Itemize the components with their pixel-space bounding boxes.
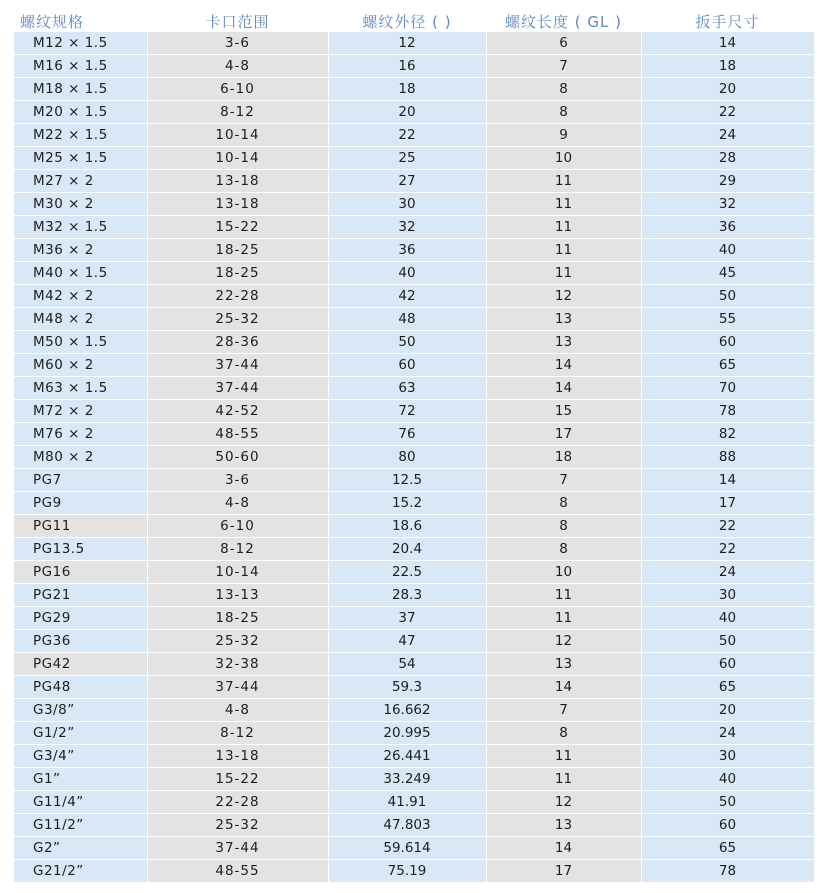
thread-spec-cell: M36 × 2: [14, 239, 147, 262]
thread-spec-cell: PG13.5: [14, 538, 147, 561]
clamp-range-cell: 18-25: [147, 239, 328, 262]
clamp-range-cell: 15-22: [147, 216, 328, 239]
thread-length-cell: 14: [486, 676, 641, 699]
clamp-range-cell: 8-12: [147, 722, 328, 745]
thread-spec-cell: PG16: [14, 561, 147, 584]
thread-length-cell: 8: [486, 538, 641, 561]
table-row: [14, 124, 814, 147]
outer-diameter-cell: 20: [328, 101, 486, 124]
thread-spec-cell: G2”: [14, 837, 147, 860]
thread-spec-table: [14, 10, 815, 883]
table-header: [14, 10, 814, 32]
header-row: [14, 10, 814, 32]
thread-spec-cell: M22 × 1.5: [14, 124, 147, 147]
table-row: [14, 814, 814, 837]
table-row: [14, 32, 814, 55]
thread-spec-cell: PG9: [14, 492, 147, 515]
wrench-size-cell: 20: [641, 699, 814, 722]
thread-length-cell: 12: [486, 791, 641, 814]
thread-spec-cell: G11/2”: [14, 814, 147, 837]
outer-diameter-cell: 30: [328, 193, 486, 216]
thread-spec-cell: M80 × 2: [14, 446, 147, 469]
wrench-size-cell: 22: [641, 538, 814, 561]
clamp-range-cell: 18-25: [147, 607, 328, 630]
clamp-range-cell: 8-12: [147, 538, 328, 561]
wrench-size-cell: 36: [641, 216, 814, 239]
thread-spec-cell: M32 × 1.5: [14, 216, 147, 239]
thread-spec-cell: M63 × 1.5: [14, 377, 147, 400]
wrench-size-cell: 17: [641, 492, 814, 515]
outer-diameter-cell: 28.3: [328, 584, 486, 607]
table-row: [14, 561, 814, 584]
clamp-range-cell: 37-44: [147, 676, 328, 699]
clamp-range-cell: 22-28: [147, 285, 328, 308]
thread-spec-cell: M42 × 2: [14, 285, 147, 308]
thread-spec-cell: G21/2”: [14, 860, 147, 883]
outer-diameter-cell: 50: [328, 331, 486, 354]
outer-diameter-cell: 22: [328, 124, 486, 147]
outer-diameter-cell: 48: [328, 308, 486, 331]
wrench-size-cell: 32: [641, 193, 814, 216]
header-clamp-range: 卡口范围: [147, 10, 328, 32]
wrench-size-cell: 60: [641, 653, 814, 676]
table-row: [14, 170, 814, 193]
table-row: [14, 331, 814, 354]
outer-diameter-cell: 76: [328, 423, 486, 446]
clamp-range-cell: 42-52: [147, 400, 328, 423]
thread-length-cell: 11: [486, 768, 641, 791]
clamp-range-cell: 13-18: [147, 193, 328, 216]
table-row: [14, 308, 814, 331]
table-row: [14, 216, 814, 239]
outer-diameter-cell: 54: [328, 653, 486, 676]
clamp-range-cell: 10-14: [147, 124, 328, 147]
outer-diameter-cell: 12: [328, 32, 486, 55]
clamp-range-cell: 48-55: [147, 423, 328, 446]
clamp-range-cell: 48-55: [147, 860, 328, 883]
outer-diameter-cell: 27: [328, 170, 486, 193]
table-row: [14, 377, 814, 400]
clamp-range-cell: 10-14: [147, 561, 328, 584]
table-row: [14, 285, 814, 308]
thread-length-cell: 13: [486, 308, 641, 331]
table-row: [14, 630, 814, 653]
thread-spec-cell: G11/4”: [14, 791, 147, 814]
clamp-range-cell: 25-32: [147, 308, 328, 331]
clamp-range-cell: 25-32: [147, 814, 328, 837]
outer-diameter-cell: 63: [328, 377, 486, 400]
wrench-size-cell: 18: [641, 55, 814, 78]
thread-length-cell: 7: [486, 699, 641, 722]
table-row: [14, 860, 814, 883]
outer-diameter-cell: 33.249: [328, 768, 486, 791]
thread-length-cell: 18: [486, 446, 641, 469]
table-row: [14, 446, 814, 469]
thread-length-cell: 17: [486, 860, 641, 883]
thread-spec-cell: M18 × 1.5: [14, 78, 147, 101]
thread-length-cell: 11: [486, 262, 641, 285]
clamp-range-cell: 6-10: [147, 78, 328, 101]
table-row: [14, 239, 814, 262]
outer-diameter-cell: 32: [328, 216, 486, 239]
outer-diameter-cell: 41.91: [328, 791, 486, 814]
clamp-range-cell: 4-8: [147, 699, 328, 722]
wrench-size-cell: 78: [641, 400, 814, 423]
thread-length-cell: 6: [486, 32, 641, 55]
wrench-size-cell: 20: [641, 78, 814, 101]
thread-length-cell: 11: [486, 607, 641, 630]
outer-diameter-cell: 12.5: [328, 469, 486, 492]
clamp-range-cell: 28-36: [147, 331, 328, 354]
table-row: [14, 147, 814, 170]
thread-spec-cell: M27 × 2: [14, 170, 147, 193]
wrench-size-cell: 88: [641, 446, 814, 469]
wrench-size-cell: 65: [641, 676, 814, 699]
table-body: [14, 32, 814, 883]
outer-diameter-cell: 16.662: [328, 699, 486, 722]
thread-length-cell: 13: [486, 814, 641, 837]
thread-spec-cell: M76 × 2: [14, 423, 147, 446]
thread-spec-cell: M20 × 1.5: [14, 101, 147, 124]
wrench-size-cell: 65: [641, 354, 814, 377]
outer-diameter-cell: 60: [328, 354, 486, 377]
clamp-range-cell: 13-13: [147, 584, 328, 607]
clamp-range-cell: 50-60: [147, 446, 328, 469]
clamp-range-cell: 15-22: [147, 768, 328, 791]
thread-spec-cell: M25 × 1.5: [14, 147, 147, 170]
table-row: [14, 262, 814, 285]
header-thread-spec: 螺纹规格: [14, 10, 147, 32]
wrench-size-cell: 50: [641, 791, 814, 814]
thread-length-cell: 11: [486, 584, 641, 607]
outer-diameter-cell: 59.3: [328, 676, 486, 699]
table-row: [14, 55, 814, 78]
outer-diameter-cell: 47: [328, 630, 486, 653]
wrench-size-cell: 50: [641, 285, 814, 308]
thread-spec-cell: PG48: [14, 676, 147, 699]
thread-length-cell: 9: [486, 124, 641, 147]
thread-spec-cell: M50 × 1.5: [14, 331, 147, 354]
table-row: [14, 423, 814, 446]
table-row: [14, 515, 814, 538]
thread-spec-cell: PG7: [14, 469, 147, 492]
thread-length-cell: 8: [486, 78, 641, 101]
thread-length-cell: 11: [486, 745, 641, 768]
table-row: [14, 584, 814, 607]
header-thread-length: 螺纹长度 ( GL ): [486, 10, 641, 32]
clamp-range-cell: 18-25: [147, 262, 328, 285]
wrench-size-cell: 22: [641, 515, 814, 538]
thread-spec-cell: G1/2”: [14, 722, 147, 745]
thread-length-cell: 8: [486, 101, 641, 124]
clamp-range-cell: 22-28: [147, 791, 328, 814]
thread-spec-cell: M16 × 1.5: [14, 55, 147, 78]
wrench-size-cell: 24: [641, 722, 814, 745]
wrench-size-cell: 60: [641, 814, 814, 837]
thread-spec-cell: M72 × 2: [14, 400, 147, 423]
wrench-size-cell: 65: [641, 837, 814, 860]
thread-length-cell: 11: [486, 193, 641, 216]
clamp-range-cell: 6-10: [147, 515, 328, 538]
thread-spec-cell: M40 × 1.5: [14, 262, 147, 285]
table-row: [14, 354, 814, 377]
wrench-size-cell: 60: [641, 331, 814, 354]
thread-length-cell: 8: [486, 722, 641, 745]
table-row: [14, 538, 814, 561]
table-row: [14, 193, 814, 216]
thread-spec-cell: G3/4”: [14, 745, 147, 768]
thread-spec-cell: M48 × 2: [14, 308, 147, 331]
wrench-size-cell: 24: [641, 561, 814, 584]
thread-length-cell: 14: [486, 837, 641, 860]
table-row: [14, 78, 814, 101]
wrench-size-cell: 40: [641, 239, 814, 262]
clamp-range-cell: 37-44: [147, 837, 328, 860]
thread-length-cell: 10: [486, 147, 641, 170]
thread-length-cell: 11: [486, 239, 641, 262]
outer-diameter-cell: 72: [328, 400, 486, 423]
clamp-range-cell: 13-18: [147, 745, 328, 768]
wrench-size-cell: 50: [641, 630, 814, 653]
outer-diameter-cell: 18: [328, 78, 486, 101]
outer-diameter-cell: 59.614: [328, 837, 486, 860]
outer-diameter-cell: 16: [328, 55, 486, 78]
wrench-size-cell: 30: [641, 745, 814, 768]
thread-length-cell: 11: [486, 170, 641, 193]
thread-spec-cell: G3/8”: [14, 699, 147, 722]
table-row: [14, 469, 814, 492]
wrench-size-cell: 45: [641, 262, 814, 285]
clamp-range-cell: 25-32: [147, 630, 328, 653]
thread-length-cell: 14: [486, 377, 641, 400]
clamp-range-cell: 37-44: [147, 377, 328, 400]
outer-diameter-cell: 37: [328, 607, 486, 630]
thread-spec-cell: PG36: [14, 630, 147, 653]
outer-diameter-cell: 42: [328, 285, 486, 308]
table-row: [14, 492, 814, 515]
header-wrench-size: 扳手尺寸: [641, 10, 814, 32]
table-row: [14, 837, 814, 860]
table-row: [14, 791, 814, 814]
table-row: [14, 101, 814, 124]
wrench-size-cell: 14: [641, 32, 814, 55]
thread-length-cell: 12: [486, 630, 641, 653]
outer-diameter-cell: 26.441: [328, 745, 486, 768]
clamp-range-cell: 3-6: [147, 469, 328, 492]
thread-length-cell: 13: [486, 331, 641, 354]
outer-diameter-cell: 20.4: [328, 538, 486, 561]
wrench-size-cell: 78: [641, 860, 814, 883]
table-row: [14, 607, 814, 630]
clamp-range-cell: 13-18: [147, 170, 328, 193]
table-row: [14, 676, 814, 699]
outer-diameter-cell: 22.5: [328, 561, 486, 584]
table-row: [14, 722, 814, 745]
table-row: [14, 653, 814, 676]
wrench-size-cell: 30: [641, 584, 814, 607]
clamp-range-cell: 4-8: [147, 492, 328, 515]
table-row: [14, 768, 814, 791]
clamp-range-cell: 8-12: [147, 101, 328, 124]
outer-diameter-cell: 15.2: [328, 492, 486, 515]
wrench-size-cell: 70: [641, 377, 814, 400]
thread-spec-cell: PG21: [14, 584, 147, 607]
thread-spec-cell: PG11: [14, 515, 147, 538]
wrench-size-cell: 14: [641, 469, 814, 492]
wrench-size-cell: 29: [641, 170, 814, 193]
outer-diameter-cell: 20.995: [328, 722, 486, 745]
thread-spec-cell: M30 × 2: [14, 193, 147, 216]
thread-length-cell: 8: [486, 515, 641, 538]
wrench-size-cell: 22: [641, 101, 814, 124]
clamp-range-cell: 10-14: [147, 147, 328, 170]
wrench-size-cell: 28: [641, 147, 814, 170]
clamp-range-cell: 37-44: [147, 354, 328, 377]
clamp-range-cell: 32-38: [147, 653, 328, 676]
thread-length-cell: 10: [486, 561, 641, 584]
outer-diameter-cell: 25: [328, 147, 486, 170]
table-row: [14, 745, 814, 768]
thread-length-cell: 12: [486, 285, 641, 308]
thread-length-cell: 7: [486, 469, 641, 492]
thread-spec-cell: M12 × 1.5: [14, 32, 147, 55]
wrench-size-cell: 55: [641, 308, 814, 331]
wrench-size-cell: 40: [641, 768, 814, 791]
outer-diameter-cell: 18.6: [328, 515, 486, 538]
thread-length-cell: 8: [486, 492, 641, 515]
thread-spec-cell: G1”: [14, 768, 147, 791]
table-row: [14, 400, 814, 423]
wrench-size-cell: 40: [641, 607, 814, 630]
thread-length-cell: 15: [486, 400, 641, 423]
thread-spec-cell: PG42: [14, 653, 147, 676]
thread-length-cell: 14: [486, 354, 641, 377]
thread-length-cell: 13: [486, 653, 641, 676]
outer-diameter-cell: 36: [328, 239, 486, 262]
wrench-size-cell: 82: [641, 423, 814, 446]
outer-diameter-cell: 40: [328, 262, 486, 285]
clamp-range-cell: 4-8: [147, 55, 328, 78]
wrench-size-cell: 24: [641, 124, 814, 147]
thread-spec-cell: M60 × 2: [14, 354, 147, 377]
outer-diameter-cell: 47.803: [328, 814, 486, 837]
outer-diameter-cell: 80: [328, 446, 486, 469]
thread-spec-cell: PG29: [14, 607, 147, 630]
thread-length-cell: 17: [486, 423, 641, 446]
thread-length-cell: 7: [486, 55, 641, 78]
outer-diameter-cell: 75.19: [328, 860, 486, 883]
clamp-range-cell: 3-6: [147, 32, 328, 55]
thread-length-cell: 11: [486, 216, 641, 239]
header-thread-outer-diameter: 螺纹外径 ( ): [328, 10, 486, 32]
table-row: [14, 699, 814, 722]
